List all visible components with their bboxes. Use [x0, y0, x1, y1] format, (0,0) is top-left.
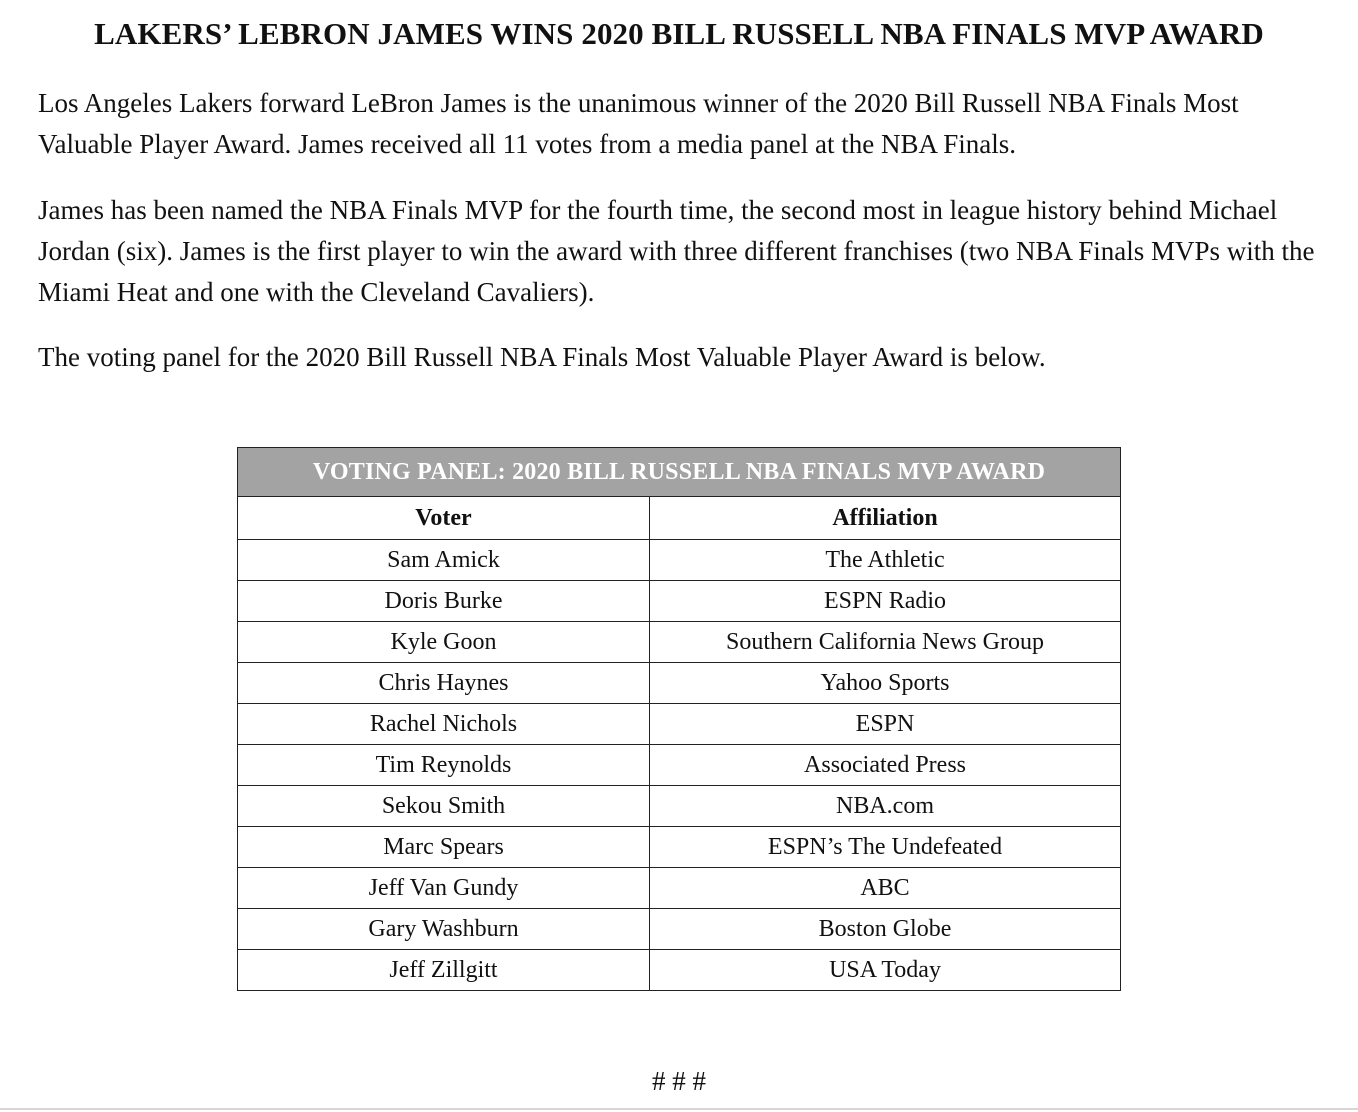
table-row — [238, 868, 1121, 909]
bottom-divider — [0, 1108, 1358, 1110]
table-row — [238, 745, 1121, 786]
headline: LAKERS’ LEBRON JAMES WINS 2020 BILL RUSSELL NBA FINALS MVP AWARD — [94, 16, 1264, 51]
voter-cell: Doris Burke — [238, 581, 650, 622]
voting-panel-table — [237, 447, 1121, 991]
affiliation-cell: ESPN — [650, 704, 1121, 745]
voter-cell: Tim Reynolds — [238, 745, 650, 786]
affiliation-cell: The Athletic — [650, 540, 1121, 581]
voter-cell: Chris Haynes — [238, 663, 650, 704]
voter-cell: Marc Spears — [238, 827, 650, 868]
table-row — [238, 663, 1121, 704]
affiliation-cell: Southern California News Group — [650, 622, 1121, 663]
table-header-row — [238, 497, 1121, 540]
table-row — [238, 540, 1121, 581]
affiliation-cell: Yahoo Sports — [650, 663, 1121, 704]
voter-cell: Jeff Van Gundy — [238, 868, 650, 909]
table-row — [238, 827, 1121, 868]
table-title: VOTING PANEL: 2020 BILL RUSSELL NBA FINALS MVP AWARD — [238, 448, 1121, 497]
affiliation-cell: ABC — [650, 868, 1121, 909]
table-row — [238, 704, 1121, 745]
table-title-row — [238, 448, 1121, 497]
affiliation-column-header: Affiliation — [650, 497, 1121, 540]
affiliation-cell: USA Today — [650, 950, 1121, 991]
voter-cell: Sekou Smith — [238, 786, 650, 827]
voter-cell: Jeff Zillgitt — [238, 950, 650, 991]
affiliation-cell: ESPN’s The Undefeated — [650, 827, 1121, 868]
affiliation-cell: ESPN Radio — [650, 581, 1121, 622]
paragraph-unanimous-winner: Los Angeles Lakers forward LeBron James is the unanimous winner of the 2020 Bill Russell NBA Finals Most Valuable Player Award. James received all 11 votes from a media panel at the NBA Finals. — [38, 88, 1239, 159]
affiliation-cell: Associated Press — [650, 745, 1121, 786]
voter-cell: Sam Amick — [238, 540, 650, 581]
voter-cell: Gary Washburn — [238, 909, 650, 950]
table-row — [238, 581, 1121, 622]
table-row — [238, 786, 1121, 827]
voter-cell: Kyle Goon — [238, 622, 650, 663]
affiliation-cell: NBA.com — [650, 786, 1121, 827]
paragraph-fourth-mvp: James has been named the NBA Finals MVP for the fourth time, the second most in league history behind Michael Jordan (six). James is the first player to win the award with three different franchises (two NBA Finals MVPs with the Miami Heat and one with the Cleveland Cavaliers). — [38, 195, 1315, 307]
table-row — [238, 622, 1121, 663]
voter-column-header: Voter — [238, 497, 650, 540]
table-row — [238, 950, 1121, 991]
table-row — [238, 909, 1121, 950]
paragraph-voting-panel-intro: The voting panel for the 2020 Bill Russell NBA Finals Most Valuable Player Award is below. — [38, 342, 1046, 372]
affiliation-cell: Boston Globe — [650, 909, 1121, 950]
end-mark: # # # — [652, 1066, 706, 1096]
voter-cell: Rachel Nichols — [238, 704, 650, 745]
